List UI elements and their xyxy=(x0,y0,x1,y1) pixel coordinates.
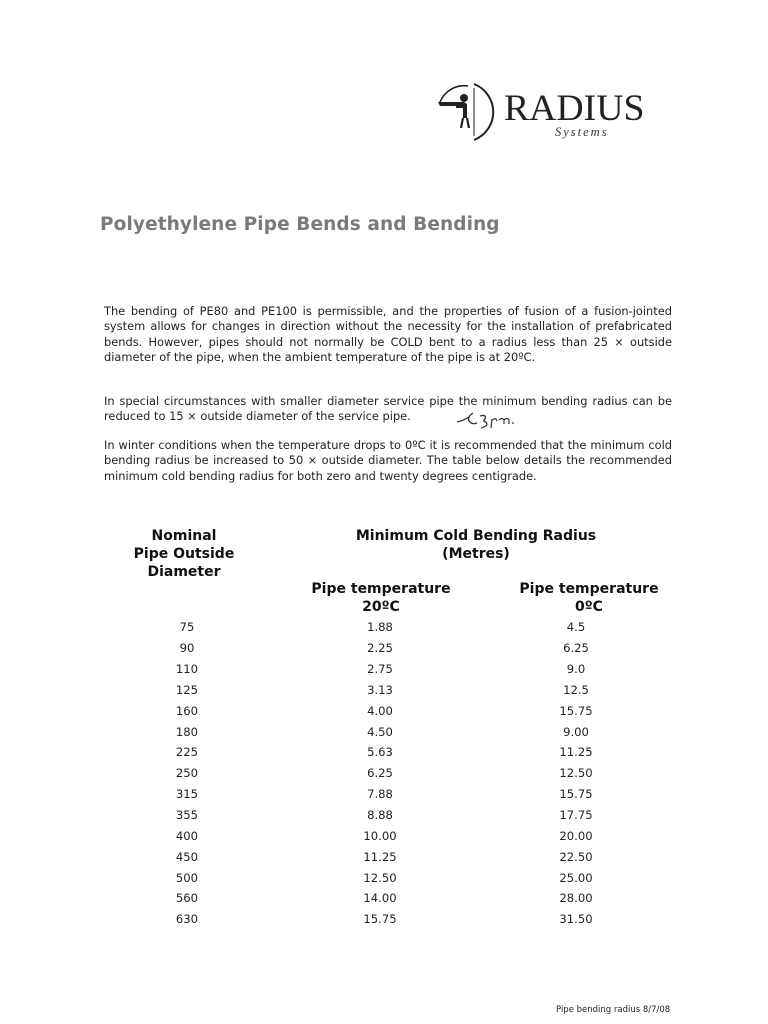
cell-diameter: 450 xyxy=(175,849,199,864)
header-line: Nominal xyxy=(151,528,217,544)
cell-radius-0c: 28.00 xyxy=(559,891,593,906)
header-line: Pipe Outside xyxy=(133,546,235,562)
table-row xyxy=(125,867,641,888)
cell-radius-20c: 10.00 xyxy=(363,828,397,843)
archer-emblem-icon xyxy=(434,80,498,144)
header-pipe-temp-20c xyxy=(300,580,462,616)
radius-systems-logo xyxy=(434,80,674,144)
cell-diameter: 75 xyxy=(179,620,195,635)
cell-radius-20c: 1.88 xyxy=(367,620,393,635)
header-pipe-temp-0c xyxy=(508,580,670,616)
header-line: 0ºC xyxy=(575,599,603,615)
cell-radius-20c: 6.25 xyxy=(367,766,393,781)
cell-diameter: 90 xyxy=(179,641,195,656)
table-row xyxy=(125,909,641,930)
handwritten-note xyxy=(455,408,525,430)
cell-diameter: 500 xyxy=(175,870,199,885)
table-row xyxy=(125,617,641,638)
cell-radius-0c: 9.0 xyxy=(566,662,586,677)
header-min-cold-bending-radius xyxy=(340,527,612,563)
cell-radius-20c: 2.25 xyxy=(367,641,393,656)
footer-note: Pipe bending radius 8/7/08 xyxy=(556,1005,671,1015)
cell-radius-20c: 11.25 xyxy=(363,849,397,864)
cell-radius-0c: 25.00 xyxy=(559,870,593,885)
cell-radius-0c: 6.25 xyxy=(563,641,589,656)
cell-diameter: 630 xyxy=(175,912,199,927)
cell-radius-20c: 3.13 xyxy=(367,682,393,697)
table-row xyxy=(125,846,641,867)
cell-radius-0c: 4.5 xyxy=(566,620,586,635)
cell-diameter: 180 xyxy=(175,724,199,739)
bending-radius-table xyxy=(125,617,641,930)
header-line: Pipe temperature xyxy=(519,581,659,597)
document-title: Polyethylene Pipe Bends and Bending xyxy=(100,214,500,235)
table-row xyxy=(125,638,641,659)
table-row xyxy=(125,888,641,909)
winter-conditions-paragraph: In winter conditions when the temperature drops to 0ºC it is recommended that the minimum cold bending radius be increased to 50 × outside diameter. The table below details the recommended minimum cold bending radius for both zero and twenty degrees centigrade. xyxy=(104,438,672,483)
header-line: 20ºC xyxy=(362,599,400,615)
cell-radius-0c: 11.25 xyxy=(559,745,593,760)
header-line: (Metres) xyxy=(442,546,510,562)
header-nominal-diameter xyxy=(120,527,248,581)
cell-diameter: 560 xyxy=(175,891,199,906)
cell-radius-0c: 22.50 xyxy=(559,849,593,864)
cell-radius-20c: 8.88 xyxy=(367,808,393,823)
table-row xyxy=(125,784,641,805)
cell-diameter: 125 xyxy=(175,682,199,697)
cell-radius-20c: 4.00 xyxy=(367,703,393,718)
table-row xyxy=(125,763,641,784)
cell-radius-20c: 2.75 xyxy=(367,662,393,677)
cell-radius-0c: 12.50 xyxy=(559,766,593,781)
cell-diameter: 225 xyxy=(175,745,199,760)
table-row xyxy=(125,825,641,846)
table-row xyxy=(125,680,641,701)
cell-radius-20c: 5.63 xyxy=(367,745,393,760)
cell-radius-20c: 4.50 xyxy=(367,724,393,739)
special-circumstances-paragraph: In special circumstances with smaller diameter service pipe the minimum bending radius can be reduced to 15 × outside diameter of the service pipe. xyxy=(104,394,672,424)
cell-radius-0c: 12.5 xyxy=(563,682,589,697)
cell-diameter: 110 xyxy=(175,662,199,677)
table-row xyxy=(125,659,641,680)
table-row xyxy=(125,721,641,742)
header-line: Pipe temperature xyxy=(311,581,451,597)
header-line: Minimum Cold Bending Radius xyxy=(355,528,597,544)
cell-diameter: 160 xyxy=(175,703,199,718)
intro-paragraph: The bending of PE80 and PE100 is permissible, and the properties of fusion of a fusion-jointed system allows for changes in direction without the necessity for the installation of prefabricated bends. However, pipes should not normally be COLD bent to a radius less than 25 × outside diameter of the pipe, when the ambient temperature of the pipe is at 20ºC. xyxy=(104,304,672,364)
table-row xyxy=(125,805,641,826)
cell-radius-20c: 12.50 xyxy=(363,870,397,885)
table-row xyxy=(125,700,641,721)
cell-diameter: 250 xyxy=(175,766,199,781)
header-line: Diameter xyxy=(147,564,221,580)
logo-subtitle: Systems xyxy=(555,125,609,139)
cell-diameter: 355 xyxy=(175,808,199,823)
cell-diameter: 315 xyxy=(175,787,199,802)
cell-radius-0c: 15.75 xyxy=(559,703,593,718)
cell-radius-0c: 17.75 xyxy=(559,808,593,823)
cell-radius-0c: 9.00 xyxy=(563,724,589,739)
cell-radius-0c: 15.75 xyxy=(559,787,593,802)
table-row xyxy=(125,742,641,763)
cell-diameter: 400 xyxy=(175,828,199,843)
cell-radius-0c: 20.00 xyxy=(559,828,593,843)
cell-radius-20c: 15.75 xyxy=(363,912,397,927)
logo-brand-name: RADIUS xyxy=(504,88,645,129)
cell-radius-0c: 31.50 xyxy=(559,912,593,927)
cell-radius-20c: 14.00 xyxy=(363,891,397,906)
cell-radius-20c: 7.88 xyxy=(367,787,393,802)
